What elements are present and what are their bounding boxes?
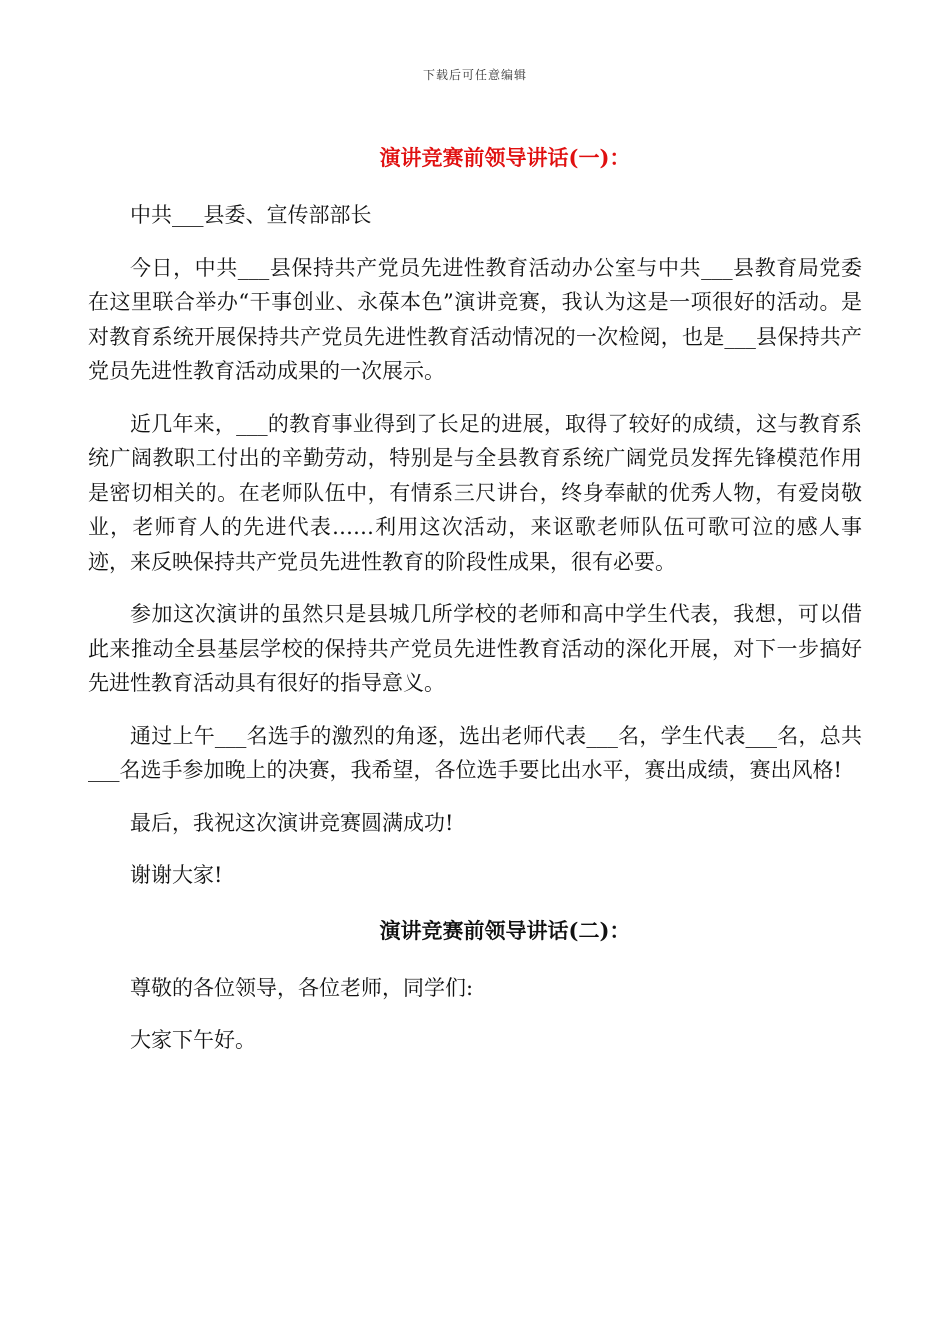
paragraph: 通过上午___名选手的激烈的角逐，选出老师代表___名，学生代表___名，总共___名选手参加晚上的决赛，我希望，各位选手要比出水平，赛出成绩，赛出风格! <box>88 723 862 782</box>
paragraph-addressee: 中共___县委、宣传部部长 <box>130 203 372 227</box>
section-1-title: 演讲竞赛前领导讲话(一)： <box>379 145 631 170</box>
paragraph: 最后，我祝这次演讲竞赛圆满成功! <box>130 810 454 835</box>
header-note: 下载后可任意编辑 <box>422 68 527 82</box>
paragraph: 参加这次演讲的虽然只是县城几所学校的老师和高中学生代表，我想，可以借此来推动全县基层学校的保持共产党员先进性教育活动的深化开展，对下一步搞好先进性教育活动具有很好的指导意义。 <box>88 602 862 695</box>
paragraph: 今日，中共___县保持共产党员先进性教育活动办公室与中共___县教育局党委在这里联合举办“干事创业、永葆本色”演讲竞赛，我认为这是一项很好的活动。是对教育系统开展保持共产党员先进性教育活动情况的一次检阅，也是___县保持共产党员先进性教育活动成果的一次展示。 <box>88 255 862 383</box>
paragraph: 近几年来，___的教育事业得到了长足的进展，取得了较好的成绩，这与教育系统广阔教职工付出的辛勤劳动，特别是与全县教育系统广阔党员发挥先锋模范作用是密切相关的。在老师队伍中，有情系三尺讲台，终身奉献的优秀人物，有爱岗敬业，老师育人的先进代表……利用这次活动，来讴歌老师队伍可歌可泣的感人事迹，来反映保持共产党员先进性教育的阶段性成果，很有必要。 <box>88 411 862 574</box>
paragraph-greeting: 大家下午好。 <box>130 1028 256 1052</box>
section-2-title: 演讲竞赛前领导讲话(二)： <box>379 917 631 943</box>
paragraph: 谢谢大家! <box>130 863 223 887</box>
document-body <box>88 138 862 1076</box>
paragraph-salutation: 尊敬的各位领导，各位老师，同学们: <box>130 975 474 1000</box>
